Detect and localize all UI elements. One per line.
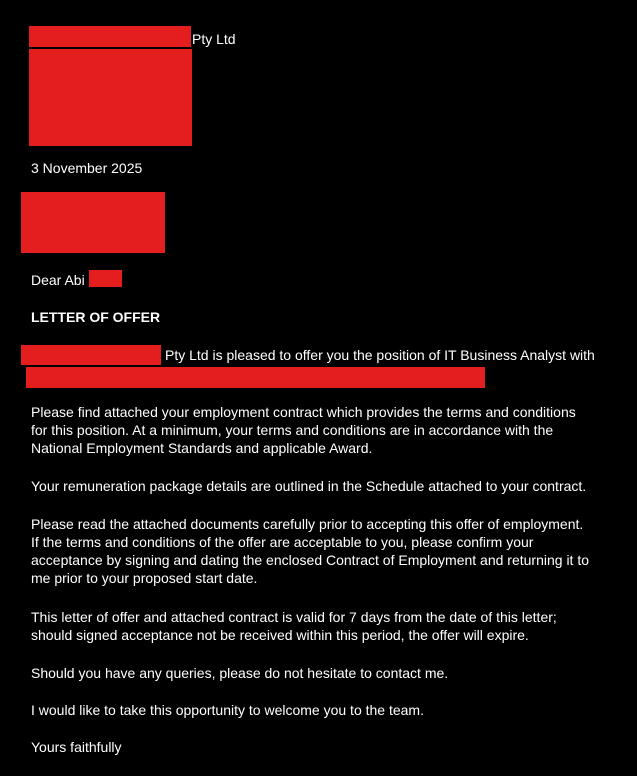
paragraph-line: National Employment Standards and applicable Award. bbox=[31, 440, 373, 456]
offer-line: Pty Ltd is pleased to offer you the position of IT Business Analyst with bbox=[165, 347, 595, 363]
redacted-company-name bbox=[29, 26, 191, 47]
redacted-recipient-address bbox=[21, 192, 165, 253]
letter-date: 3 November 2025 bbox=[31, 160, 143, 176]
paragraph-line: This letter of offer and attached contract is valid for 7 days from the date of this letter; bbox=[31, 609, 557, 625]
paragraph-remuneration bbox=[31, 477, 621, 495]
paragraph-line: Your remuneration package details are outlined in the Schedule attached to your contract. bbox=[31, 478, 587, 494]
paragraph-line: Please read the attached documents carefully prior to accepting this offer of employment. bbox=[31, 516, 584, 532]
paragraph-line: I would like to take this opportunity to welcome you to the team. bbox=[31, 702, 424, 718]
salutation-text: Dear Abi bbox=[31, 272, 85, 288]
redacted-company-name-offer bbox=[21, 345, 161, 365]
paragraph-line: for this position. At a minimum, your terms and conditions are in accordance with the bbox=[31, 422, 554, 438]
letter-heading: LETTER OF OFFER bbox=[31, 309, 161, 325]
salutation bbox=[31, 271, 85, 289]
paragraph-line: If the terms and conditions of the offer are acceptable to you, please confirm your bbox=[31, 534, 534, 550]
paragraph-queries bbox=[31, 664, 621, 682]
paragraph-line: me prior to your proposed start date. bbox=[31, 570, 258, 586]
redacted-company-address bbox=[29, 49, 192, 146]
paragraph-contract bbox=[31, 403, 621, 457]
paragraph-line: Should you have any queries, please do not hesitate to contact me. bbox=[31, 665, 449, 681]
closing: Yours faithfully bbox=[31, 739, 122, 755]
paragraph-welcome bbox=[31, 701, 621, 719]
paragraph-validity bbox=[31, 608, 621, 644]
paragraph-acceptance bbox=[31, 515, 621, 587]
paragraph-line: should signed acceptance not be received within this period, the offer will expire. bbox=[31, 627, 529, 643]
redacted-recipient-surname bbox=[89, 270, 122, 287]
redacted-employer-line bbox=[26, 367, 485, 388]
company-suffix: Pty Ltd bbox=[192, 31, 236, 47]
paragraph-line: acceptance by signing and dating the enclosed Contract of Employment and returning it to bbox=[31, 552, 590, 568]
paragraph-line: Please find attached your employment contract which provides the terms and conditions bbox=[31, 404, 576, 420]
